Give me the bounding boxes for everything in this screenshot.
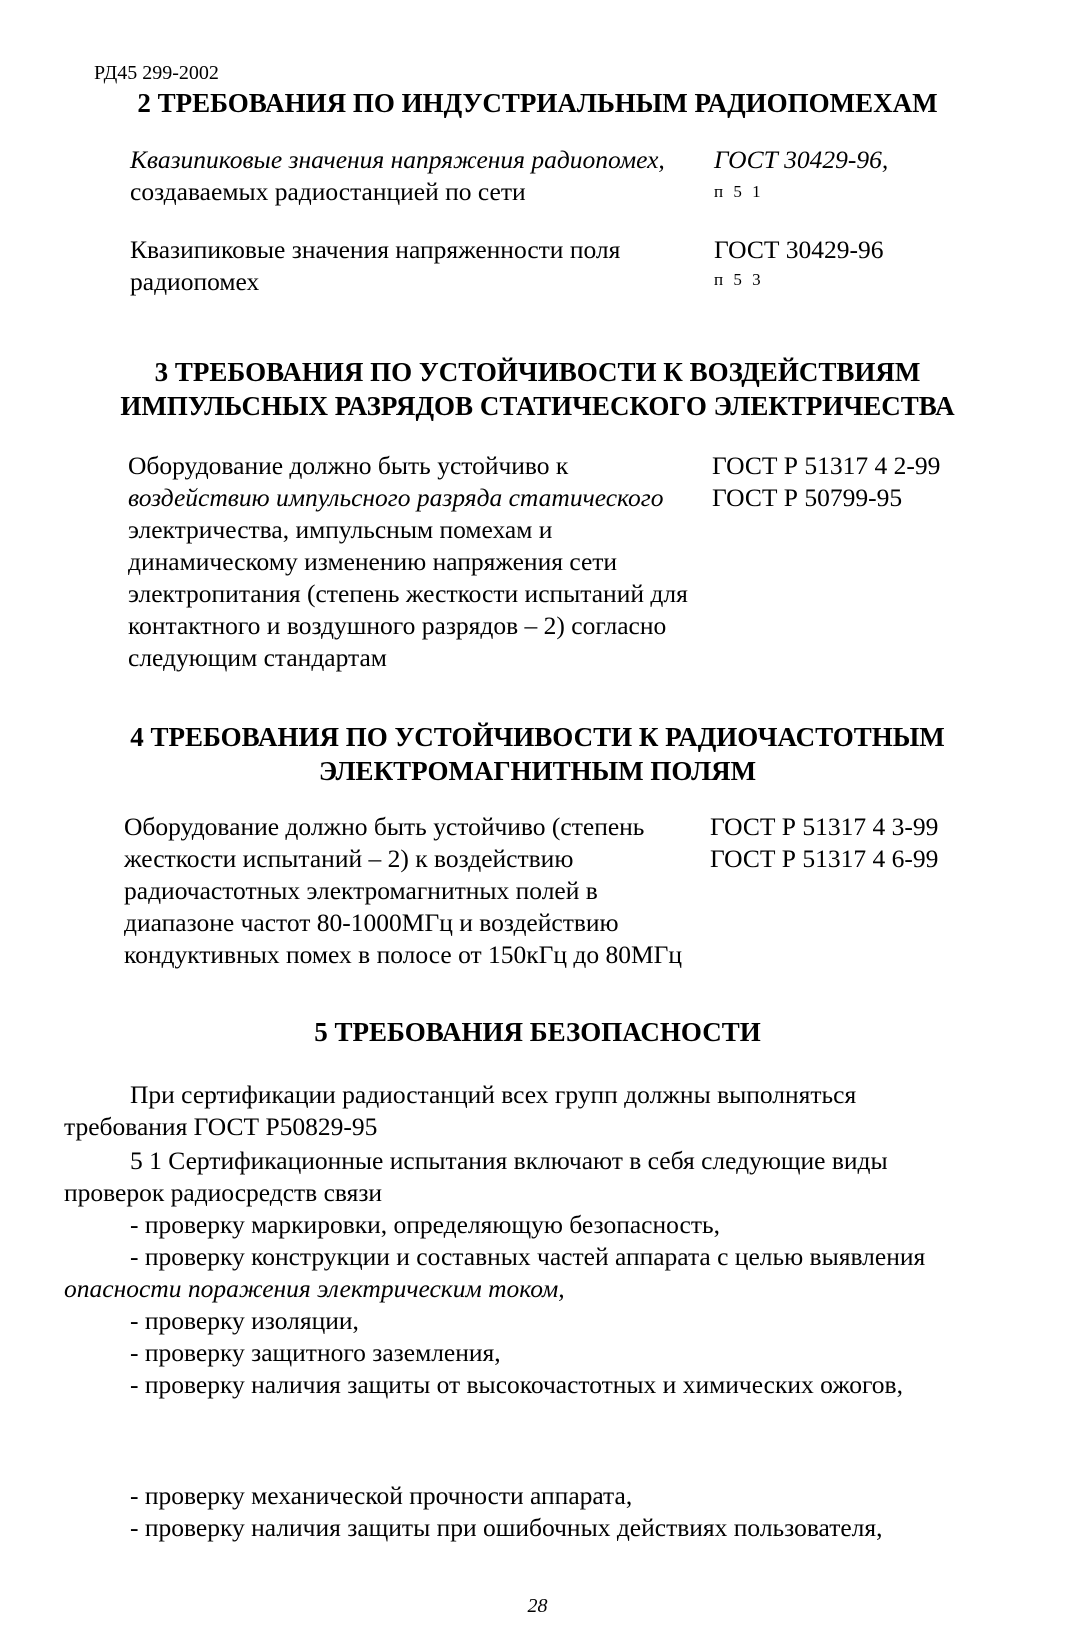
section-4-line: диапазоне частот 80-1000МГц и воздействию [124, 908, 619, 937]
section-5-list-item: - проверку изоляции, [130, 1306, 359, 1335]
section-2-req-2-text [130, 234, 620, 298]
section-3-gost-1: ГОСТ Р 51317 4 2-99 [712, 451, 941, 480]
section-2-req-1-clause: п 5 1 [714, 182, 764, 201]
section-4-title-line-2: ЭЛЕКТРОМАГНИТНЫМ ПОЛЯМ [318, 756, 757, 786]
section-5-list-item: - проверку маркировки, определяющую безопасность, [130, 1210, 720, 1239]
section-4-text [124, 811, 682, 971]
section-5-title: 5 ТРЕБОВАНИЯ БЕЗОПАСНОСТИ [314, 1017, 761, 1047]
section-2-req-2-line-2: радиопомех [130, 267, 260, 296]
section-4-gost-1: ГОСТ Р 51317 4 3-99 [710, 812, 939, 841]
section-4-gost-2: ГОСТ Р 51317 4 6-99 [710, 844, 939, 873]
document-number: РД45 299-2002 [94, 62, 219, 84]
section-2-req-1-line-1: Квазипиковые значения напряжения радиопомех, [130, 145, 665, 174]
section-3-gost-list [712, 450, 940, 514]
section-5-list-item: - проверку защитного заземления, [130, 1338, 501, 1367]
section-2-req-1-text [130, 144, 665, 208]
section-3-line: электричества, импульсным помехам и [128, 515, 553, 544]
section-3-gost-2: ГОСТ Р 50799-95 [712, 483, 903, 512]
section-3-text [128, 450, 688, 674]
section-2-req-2-clause: п 5 3 [714, 270, 764, 289]
section-3-line: контактного и воздушного разрядов – 2) согласно [128, 611, 667, 640]
section-3-line: динамическому изменению напряжения сети [128, 547, 618, 576]
section-4-title-line-1: 4 ТРЕБОВАНИЯ ПО УСТОЙЧИВОСТИ К РАДИОЧАСТОТНЫМ [130, 722, 945, 752]
section-4-line: Оборудование должно быть устойчиво (степень [124, 812, 645, 841]
section-3-line: воздействию импульсного разряда статического [128, 483, 664, 512]
section-3-title-line-2: ИМПУЛЬСНЫХ РАЗРЯДОВ СТАТИЧЕСКОГО ЭЛЕКТРИЧЕСТВА [120, 391, 955, 421]
section-3-line: следующим стандартам [128, 643, 387, 672]
section-5-list-item: - проверку наличия защиты при ошибочных действиях пользователя, [130, 1513, 883, 1542]
section-5-para-1-line-2: требования ГОСТ Р50829-95 [64, 1112, 378, 1141]
section-5-list-item: - проверку конструкции и составных частей аппарата с целью выявления [130, 1242, 926, 1271]
section-5-para-2-line-2: проверок радиосредств связи [64, 1178, 383, 1207]
section-3-title-line-1: 3 ТРЕБОВАНИЯ ПО УСТОЙЧИВОСТИ К ВОЗДЕЙСТВИЯМ [154, 357, 921, 387]
section-4-line: радиочастотных электромагнитных полей в [124, 876, 598, 905]
section-4-line: жесткости испытаний – 2) к воздействию [124, 844, 574, 873]
section-5-list-item: - проверку наличия защиты от высокочастотных и химических ожогов, [130, 1370, 903, 1399]
section-4-gost-list [710, 811, 938, 875]
section-5-para-1-line-1: При сертификации радиостанций всех групп должны выполняться [130, 1080, 857, 1109]
section-4-title [60, 720, 1015, 788]
page-number: 28 [527, 1595, 548, 1617]
section-2-req-2-line-1: Квазипиковые значения напряженности поля [130, 235, 621, 264]
section-5-para-2-line-1: 5 1 Сертификационные испытания включают в себя следующие виды [130, 1146, 888, 1175]
section-2-req-1-gost: ГОСТ 30429-96, [714, 145, 889, 174]
section-3-line: электропитания (степень жесткости испытаний для [128, 579, 688, 608]
section-2-title: 2 ТРЕБОВАНИЯ ПО ИНДУСТРИАЛЬНЫМ РАДИОПОМЕХАМ [137, 88, 938, 118]
section-5-list-item: - проверку механической прочности аппарата, [130, 1481, 633, 1510]
section-4-line: кондуктивных помех в полосе от 150кГц до 80МГц [124, 940, 683, 969]
section-2-req-1-line-2: создаваемых радиостанцией по сети [130, 177, 526, 206]
section-3-line: Оборудование должно быть устойчиво к [128, 451, 569, 480]
section-5-list-item-continuation: опасности поражения электрическим током, [64, 1274, 565, 1303]
section-3-title [60, 355, 1015, 423]
section-2-req-2-gost: ГОСТ 30429-96 [714, 235, 884, 264]
